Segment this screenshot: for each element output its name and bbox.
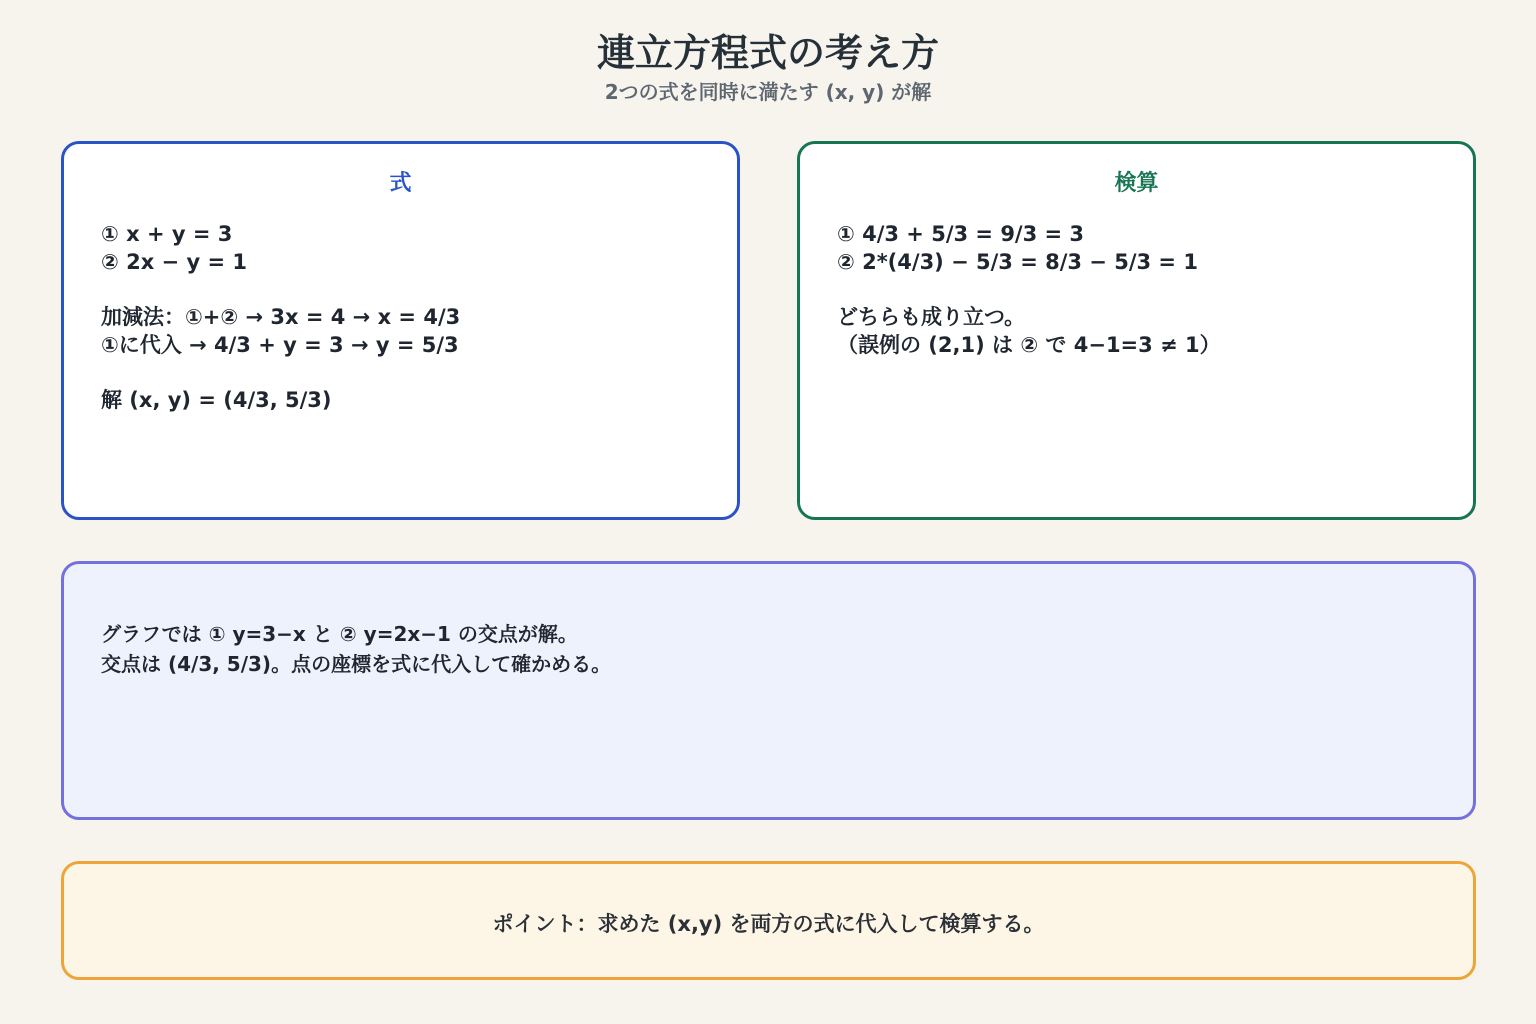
- check-equation-1: ① 4/3 + 5/3 = 9/3 = 3: [837, 222, 1085, 246]
- graph-explanation: グラフでは ① y=3−x と ② y=2x−1 の交点が解。: [101, 622, 578, 646]
- page-title: 連立方程式の考え方: [596, 31, 939, 75]
- graph-panel: [61, 561, 1476, 820]
- line-gap: [101, 276, 460, 303]
- intersection-explanation: 交点は (4/3, 5/3)。点の座標を式に代入して確かめる。: [101, 652, 612, 676]
- substitution-step: ①に代入 → 4/3 + y = 3 → y = 5/3: [101, 333, 459, 357]
- equation-1: ① x + y = 3: [101, 222, 233, 246]
- page-subtitle: 2つの式を同時に満たす (x, y) が解: [604, 80, 932, 104]
- check-panel-heading: 検算: [1114, 171, 1159, 196]
- check-equation-2: ② 2*(4/3) − 5/3 = 8/3 − 5/3 = 1: [837, 250, 1198, 274]
- line-gap: [101, 359, 460, 386]
- line-gap: [837, 276, 1221, 303]
- solution-line: 解 (x, y) = (4/3, 5/3): [101, 388, 332, 412]
- point-panel: [61, 861, 1476, 980]
- formula-panel-heading: 式: [389, 171, 412, 196]
- graph-lines: [101, 619, 611, 679]
- equation-2: ② 2x − y = 1: [101, 250, 247, 274]
- check-lines: [837, 220, 1221, 359]
- check-panel: [797, 141, 1476, 520]
- formula-panel: [61, 141, 740, 520]
- check-conclusion: どちらも成り立つ。: [837, 305, 1026, 329]
- formula-lines: [101, 220, 460, 414]
- point-text: ポイント：求めた (x,y) を両方の式に代入して検算する。: [492, 912, 1045, 936]
- elimination-step: 加減法：①+② → 3x = 4 → x = 4/3: [101, 305, 461, 329]
- check-counterexample: （誤例の (2,1) は ② で 4−1=3 ≠ 1）: [837, 333, 1221, 357]
